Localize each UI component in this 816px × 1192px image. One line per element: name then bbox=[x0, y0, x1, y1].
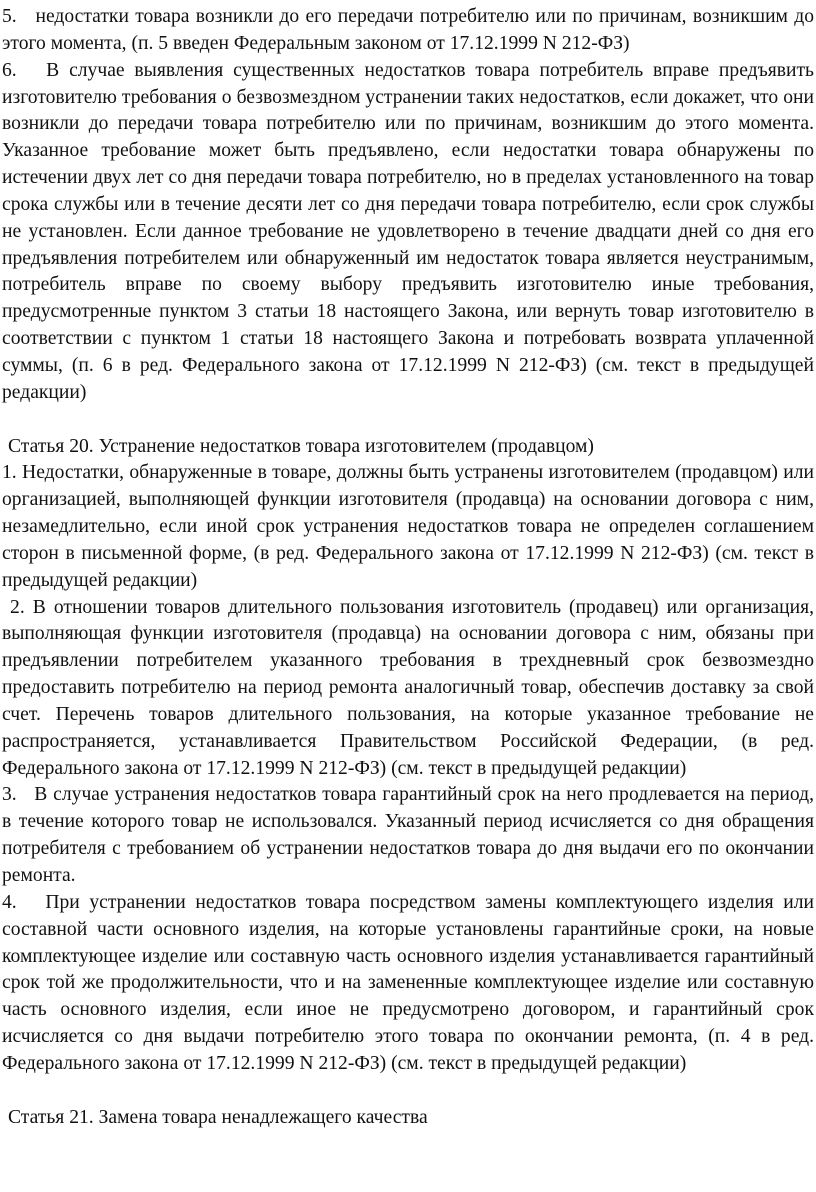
article21-title: Статья 21. Замена товара ненадлежащего качества bbox=[8, 1106, 428, 1128]
paragraph-gap bbox=[2, 1078, 814, 1105]
paragraph-gap bbox=[2, 407, 814, 434]
article19-paragraph-5: 5. недостатки товара возникли до его передачи потребителю или по причинам, возникшим до этого момента, (п. 5 введен Федеральным законом от 17.12.1999 N 212-ФЗ) bbox=[2, 6, 814, 54]
document-page bbox=[2, 4, 814, 1131]
article20-paragraph-2: 2. В отношении товаров длительного пользования изготовитель (продавец) или организация, выполняющая функции изготовителя (продавца) на основании договора с ним, обязаны при предъявлении потребителем указанного требования в трехдневный срок безвозмездно предоставить потребителю на период ремонта аналогичный товар, обеспечив доставку за свой счет. Перечень товаров длительного пользования, на которые указанное требование не распространяется, устанавливается Правительством Российской Федерации, (в ред. Федерального закона от 17.12.1999 N 212-ФЗ) (см. текст в предыдущей редакции) bbox=[2, 596, 814, 779]
article20-title: Статья 20. Устранение недостатков товара изготовителем (продавцом) bbox=[8, 435, 594, 457]
article19-paragraph-6: 6. В случае выявления существенных недостатков товара потребитель вправе предъявить изготовителю требования о безвозмездном устранении таких недостатков, если докажет, что они возникли до передачи товара потребителю или по причинам, возникшим до этого момента. Указанное требование может быть предъявлено, если недостатки товара обнаружены по истечении двух лет со дня передачи товара потребителю, но в пределах установленного на товар срока службы или в течение десяти лет со дня передачи товара потребителю, если срок службы не установлен. Если данное требование не удовлетворено в течение двадцати дней со дня его предъявления потребителем или обнаруженный им недостаток товара является неустранимым, потребитель вправе по своему выбору предъявить изготовителю иные требования, предусмотренные пунктом 3 статьи 18 настоящего Закона, или вернуть товар изготовителю в соответствии с пунктом 1 статьи 18 настоящего Закона и потребовать возврата уплаченной суммы, (п. 6 в ред. Федерального закона от 17.12.1999 N 212-ФЗ) (см. текст в предыдущей редакции) bbox=[2, 59, 814, 403]
article20-paragraph-4: 4. При устранении недостатков товара посредством замены комплектующего изделия или составной части основного изделия, на которые установлены гарантийные сроки, на новые комплектующее изделие или составную часть основного изделия устанавливается гарантийный срок той же продолжительности, что и на замененные комплектующее изделие или составную часть основного изделия, если иное не предусмотрено договором, и гарантийный срок исчисляется со дня выдачи потребителю этого товара по окончании ремонта, (п. 4 в ред. Федерального закона от 17.12.1999 N 212-ФЗ) (см. текст в предыдущей редакции) bbox=[2, 891, 814, 1074]
article20-paragraph-1: 1. Недостатки, обнаруженные в товаре, должны быть устранены изготовителем (продавцом) или организацией, выполняющей функции изготовителя (продавца) на основании договора с ним, незамедлительно, если иной срок устранения недостатков товара не определен соглашением сторон в письменной форме, (в ред. Федерального закона от 17.12.1999 N 212-ФЗ) (см. текст в предыдущей редакции) bbox=[2, 462, 814, 591]
article20-paragraph-3: 3. В случае устранения недостатков товара гарантийный срок на него продлевается на период, в течение которого товар не использовался. Указанный период исчисляется со дня обращения потребителя с требованием об устранении недостатков товара до дня выдачи его по окончании ремонта. bbox=[2, 784, 814, 886]
